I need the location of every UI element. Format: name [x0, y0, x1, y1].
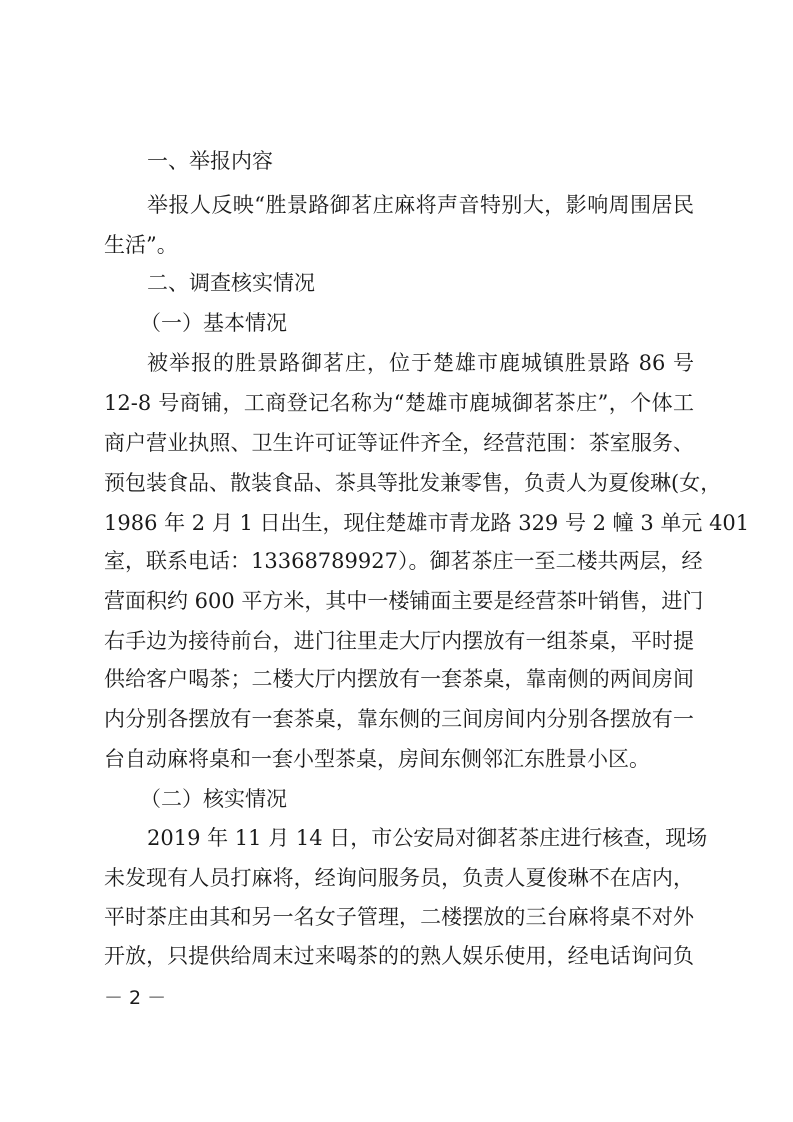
- paragraph-line: 右手边为接待前台，进门往里走大厅内摆放有一组茶桌，平时提: [104, 629, 694, 653]
- paragraph-line: 未发现有人员打麻将，经询问服务员，负责人夏俊琳不在店内，: [104, 866, 694, 890]
- paragraph-line: 12-8 号商铺，工商登记名称为“楚雄市鹿城御茗茶庄”，个体工: [104, 391, 694, 415]
- section-heading-report-content: 一、举报内容: [147, 149, 273, 173]
- subsection-heading-basic-info: （一）基本情况: [140, 311, 287, 335]
- paragraph-line: 供给客户喝茶；二楼大厅内摆放有一套茶桌，靠南侧的两间房间: [104, 667, 694, 691]
- paragraph-line: 室，联系电话：13368789927）。御茗茶庄一至二楼共两层，经: [104, 549, 703, 573]
- paragraph-line: 营面积约 600 平方米，其中一楼铺面主要是经营茶叶销售，进门: [104, 589, 704, 613]
- paragraph-line: 举报人反映“胜景路御茗庄麻将声音特别大，影响周围居民: [147, 193, 694, 217]
- paragraph-line: 台自动麻将桌和一套小型茶桌，房间东侧邻汇东胜景小区。: [104, 747, 650, 771]
- paragraph-line: 开放，只提供给周末过来喝茶的的熟人娱乐使用，经电话询问负: [104, 944, 694, 968]
- paragraph-line: 生活”。: [104, 233, 178, 257]
- paragraph-line: 内分别各摆放有一套茶桌，靠东侧的三间房间内分别各摆放有一: [104, 707, 694, 731]
- paragraph-line: 平时茶庄由其和另一名女子管理，二楼摆放的三台麻将桌不对外: [104, 905, 694, 929]
- paragraph-line: 1986 年 2 月 1 日出生，现住楚雄市青龙路 329 号 2 幢 3 单元 401: [104, 511, 750, 535]
- paragraph-line: 预包装食品、散装食品、茶具等批发兼零售，负责人为夏俊琳(女，: [104, 471, 722, 495]
- page-number: － 2 －: [104, 987, 167, 1009]
- subsection-heading-verification: （二）核实情况: [140, 787, 287, 811]
- paragraph-line: 商户营业执照、卫生许可证等证件齐全，经营范围：茶室服务、: [104, 431, 694, 455]
- paragraph-line: 2019 年 11 月 14 日，市公安局对御茗茶庄进行核查，现场: [147, 826, 708, 850]
- section-heading-investigation: 二、调查核实情况: [147, 271, 315, 295]
- paragraph-line: 被举报的胜景路御茗庄，位于楚雄市鹿城镇胜景路 86 号: [147, 351, 694, 375]
